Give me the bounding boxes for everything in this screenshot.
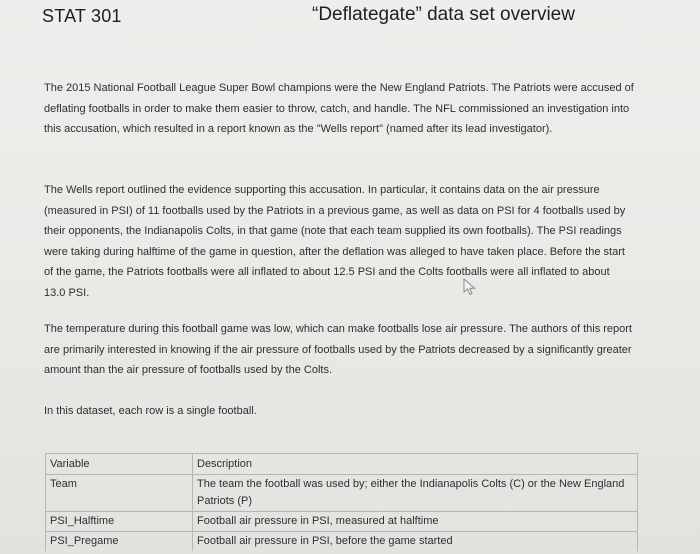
header-description: Description (193, 454, 638, 475)
variables-table (45, 453, 638, 551)
course-code: STAT 301 (42, 6, 122, 26)
mouse-pointer-icon (463, 278, 477, 296)
paragraph-dataset-rows: In this dataset, each row is a single football. (44, 405, 257, 417)
paragraph-wells-report: The Wells report outlined the evidence supporting this accusation. In particular, it contains data on the air pressure (measured in PSI) of 11 footballs used by the Patriots in a previous game, as well as data on PSI for 4 footballs used by their opponents, the Indianapolis Colts, in that game (note that each team supplied its own footballs). The PSI readings were taking during halftime of the game in question, after the deflation was alleged to have taken place. Before the start of the game, the Patriots footballs were all inflated to about 12.5 PSI and the Colts footballs were all inflated to about 13.0 PSI. (44, 184, 626, 299)
table-row (46, 532, 638, 552)
variable-name: Team (46, 475, 193, 512)
variable-name: PSI_Halftime (46, 512, 193, 532)
paragraph-temperature: The temperature during this football game was low, which can make footballs lose air pressure. The authors of this report are primarily interested in knowing if the air pressure of footballs used by the Patriots decreased by a significantly greater amount than the air pressure of footballs used by the Colts. (44, 323, 632, 376)
page-title: “Deflategate” data set overview (312, 4, 575, 25)
table-header-row (46, 454, 638, 475)
variable-description: The team the football was used by; either the Indianapolis Colts (C) or the New England Patriots (P) (193, 475, 638, 512)
variable-description: Football air pressure in PSI, before the game started (193, 532, 638, 552)
header-variable: Variable (46, 454, 193, 475)
variable-description: Football air pressure in PSI, measured at halftime (193, 512, 638, 532)
table-row (46, 512, 638, 532)
paragraph-intro: The 2015 National Football League Super Bowl champions were the New England Patriots. The Patriots were accused of deflating footballs in order to make them easier to throw, catch, and handle. The NFL commissioned an investigation into this accusation, which resulted in a report known as the "Wells report" (named after its lead investigator). (44, 82, 634, 135)
variable-name: PSI_Pregame (46, 532, 193, 552)
table-row (46, 475, 638, 512)
